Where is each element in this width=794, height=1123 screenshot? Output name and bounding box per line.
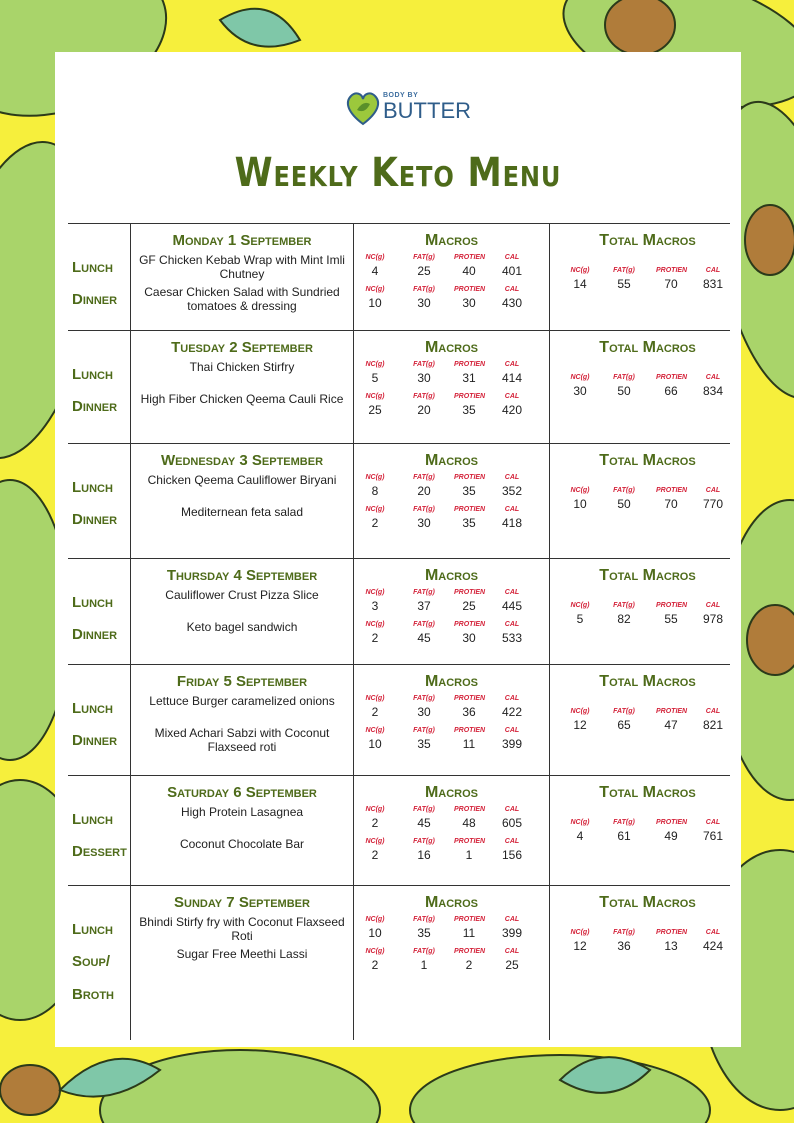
macro-label: NC(g) [365,948,385,955]
macro-label: NC(g) [365,838,385,845]
macro-value: 399 [501,926,523,940]
macro-label: NC(g) [365,695,385,702]
macro-label: CAL [504,589,520,596]
day-title: Sunday 7 September [174,894,310,911]
macro-label: FAT(g) [413,695,435,702]
macro-label: FAT(g) [413,589,435,596]
macro-label: PROTIEN [454,506,486,513]
macro-label: CAL [504,621,520,628]
meal-label: Lunch [72,366,113,383]
macro-value: 2 [465,958,473,972]
macros-heading: Macros [424,673,479,690]
macro-label: NC(g) [365,916,385,923]
total-macro-value: 61 [617,829,631,843]
macro-label: FAT(g) [413,916,435,923]
macro-value: 16 [417,848,431,862]
macro-value: 1 [420,958,428,972]
total-macro-label: FAT(g) [613,708,635,715]
macro-label: CAL [504,506,520,513]
total-macros-heading: Total Macros [599,567,696,584]
total-macro-value: 12 [573,939,587,953]
macro-value: 10 [368,737,382,751]
total-macro-label: PROTIEN [656,929,688,936]
total-macro-value: 55 [664,612,678,626]
row-divider [68,775,730,776]
macro-label: FAT(g) [413,474,435,481]
total-macro-value: 65 [617,718,631,732]
day-title: Thursday 4 September [166,567,318,584]
meal-label: Lunch [72,594,113,611]
total-macro-value: 831 [702,277,724,291]
macro-value: 10 [368,926,382,940]
total-macro-value: 978 [702,612,724,626]
total-macro-value: 47 [664,718,678,732]
total-macros-heading: Total Macros [599,232,696,249]
macro-label: FAT(g) [413,621,435,628]
macro-label: CAL [504,361,520,368]
macros-heading: Macros [424,894,479,911]
macro-label: FAT(g) [413,361,435,368]
macro-value: 605 [501,816,523,830]
macro-label: FAT(g) [413,948,435,955]
day-title: Wednesday 3 September [160,452,324,469]
total-macros-heading: Total Macros [599,784,696,801]
macro-label: PROTIEN [454,474,486,481]
total-macro-label: PROTIEN [656,602,688,609]
macro-value: 30 [462,631,476,645]
macro-value: 35 [417,737,431,751]
meal-label: Dessert [72,843,127,860]
dish-name: Bhindi Stirfy fry with Coconut Flaxseed Roti [139,915,345,943]
meal-label: Dinner [72,511,118,528]
total-macros-heading: Total Macros [599,894,696,911]
total-macro-label: PROTIEN [656,374,688,381]
total-macro-label: FAT(g) [613,819,635,826]
total-macro-label: NC(g) [570,374,590,381]
macro-value: 430 [501,296,523,310]
dish-name: Lettuce Burger caramelized onions [149,694,335,708]
total-macro-label: NC(g) [570,708,590,715]
total-macro-label: NC(g) [570,487,590,494]
macro-value: 2 [371,848,379,862]
macro-label: PROTIEN [454,589,486,596]
page-title: Weekly Keto Menu [234,150,562,196]
macro-label: PROTIEN [454,948,486,955]
total-macro-value: 10 [573,497,587,511]
meal-label: Dinner [72,291,118,308]
macro-label: CAL [504,806,520,813]
row-divider [68,558,730,559]
macro-value: 30 [462,296,476,310]
macro-value: 10 [368,296,382,310]
macro-value: 418 [501,516,523,530]
meal-label: Dinner [72,732,118,749]
macro-label: FAT(g) [413,727,435,734]
macro-label: PROTIEN [454,361,486,368]
macro-value: 48 [462,816,476,830]
total-macro-value: 834 [702,384,724,398]
dish-name: Sugar Free Meethi Lassi [176,947,308,961]
macros-heading: Macros [424,784,479,801]
macro-value: 30 [417,516,431,530]
macro-label: CAL [504,393,520,400]
total-macro-value: 70 [664,277,678,291]
macro-label: CAL [504,286,520,293]
total-macro-value: 66 [664,384,678,398]
macro-value: 422 [501,705,523,719]
dish-name: Caesar Chicken Salad with Sundried tomatoes & dressing [144,285,340,313]
total-macro-label: CAL [705,374,721,381]
total-macro-value: 70 [664,497,678,511]
macro-label: NC(g) [365,393,385,400]
dish-name: Cauliflower Crust Pizza Slice [165,588,319,602]
macro-label: FAT(g) [413,254,435,261]
dish-name: Keto bagel sandwich [186,620,298,634]
macro-value: 2 [371,705,379,719]
dish-name: Thai Chicken Stirfry [189,360,295,374]
macro-value: 20 [417,484,431,498]
day-title: Friday 5 September [176,673,308,690]
dish-name: High Fiber Chicken Qeema Cauli Rice [140,392,344,406]
macro-label: PROTIEN [454,393,486,400]
total-macro-label: CAL [705,602,721,609]
total-macro-label: NC(g) [570,602,590,609]
macros-heading: Macros [424,452,479,469]
macro-value: 8 [371,484,379,498]
dish-name: Mixed Achari Sabzi with Coconut Flaxseed roti [154,726,330,754]
macro-value: 30 [417,296,431,310]
total-macro-label: PROTIEN [656,819,688,826]
brand-logo [343,86,471,130]
meal-label: Lunch [72,700,113,717]
total-macro-label: NC(g) [570,267,590,274]
macro-value: 533 [501,631,523,645]
macro-value: 3 [371,599,379,613]
total-macro-label: FAT(g) [613,267,635,274]
total-macro-value: 36 [617,939,631,953]
macro-value: 414 [501,371,523,385]
macro-label: NC(g) [365,361,385,368]
total-macro-value: 55 [617,277,631,291]
dish-name: GF Chicken Kebab Wrap with Mint Imli Chutney [139,253,345,281]
row-divider [68,443,730,444]
macro-label: PROTIEN [454,727,486,734]
macro-value: 25 [462,599,476,613]
macro-value: 30 [417,705,431,719]
day-title: Saturday 6 September [167,784,317,801]
meal-label: Lunch [72,259,113,276]
total-macro-value: 5 [576,612,584,626]
total-macro-value: 49 [664,829,678,843]
macro-label: FAT(g) [413,286,435,293]
macros-heading: Macros [424,339,479,356]
row-divider [68,664,730,665]
macro-value: 35 [462,516,476,530]
macro-value: 35 [462,403,476,417]
macro-label: CAL [504,727,520,734]
total-macro-label: CAL [705,267,721,274]
macro-value: 401 [501,264,523,278]
macro-label: PROTIEN [454,286,486,293]
macro-label: NC(g) [365,286,385,293]
macro-value: 25 [505,958,519,972]
macro-label: CAL [504,838,520,845]
heart-leaf-icon [343,88,383,128]
macro-label: CAL [504,254,520,261]
total-macro-value: 82 [617,612,631,626]
macro-value: 45 [417,631,431,645]
dish-name: Chicken Qeema Cauliflower Biryani [147,473,337,487]
total-macro-label: NC(g) [570,929,590,936]
total-macro-label: PROTIEN [656,267,688,274]
macro-value: 25 [368,403,382,417]
macro-value: 40 [462,264,476,278]
meal-label: Dinner [72,626,118,643]
dish-name: High Protein Lasagnea [180,805,304,819]
macro-label: NC(g) [365,254,385,261]
macros-heading: Macros [424,232,479,249]
macro-value: 25 [417,264,431,278]
total-macro-value: 50 [617,384,631,398]
brand-small: BODY BY [383,92,419,99]
macro-label: PROTIEN [454,254,486,261]
macro-value: 30 [417,371,431,385]
macro-label: CAL [504,948,520,955]
total-macro-label: FAT(g) [613,929,635,936]
macro-label: NC(g) [365,506,385,513]
total-macro-label: NC(g) [570,819,590,826]
total-macro-value: 14 [573,277,587,291]
total-macro-label: FAT(g) [613,602,635,609]
total-macro-value: 761 [702,829,724,843]
meal-label: Broth [72,986,114,1003]
total-macros-heading: Total Macros [599,673,696,690]
macro-label: NC(g) [365,589,385,596]
total-macro-label: CAL [705,487,721,494]
macro-value: 45 [417,816,431,830]
macro-label: NC(g) [365,621,385,628]
macro-value: 399 [501,737,523,751]
macro-label: FAT(g) [413,806,435,813]
macro-value: 156 [501,848,523,862]
total-macro-label: FAT(g) [613,374,635,381]
dish-name: Mediternean feta salad [180,505,304,519]
total-macro-value: 13 [664,939,678,953]
meal-label: Lunch [72,921,113,938]
row-divider [68,223,730,224]
macros-heading: Macros [424,567,479,584]
macro-label: NC(g) [365,727,385,734]
meal-label: Lunch [72,479,113,496]
brand-big: BUTTER [383,98,471,123]
macro-value: 445 [501,599,523,613]
total-macro-label: CAL [705,929,721,936]
row-divider [68,885,730,886]
total-macros-heading: Total Macros [599,452,696,469]
dish-name: Coconut Chocolate Bar [179,837,305,851]
meal-label: Soup/ [72,953,111,970]
macro-label: CAL [504,916,520,923]
day-title: Monday 1 September [172,232,312,249]
macro-value: 4 [371,264,379,278]
macro-label: CAL [504,695,520,702]
macro-value: 352 [501,484,523,498]
total-macro-value: 12 [573,718,587,732]
row-divider [68,330,730,331]
macro-label: PROTIEN [454,806,486,813]
macro-label: NC(g) [365,474,385,481]
macro-value: 2 [371,631,379,645]
total-macro-label: FAT(g) [613,487,635,494]
total-macro-value: 4 [576,829,584,843]
macro-value: 36 [462,705,476,719]
macro-label: PROTIEN [454,916,486,923]
macro-value: 35 [417,926,431,940]
total-macro-value: 50 [617,497,631,511]
macro-label: PROTIEN [454,838,486,845]
macro-label: CAL [504,474,520,481]
total-macro-value: 424 [702,939,724,953]
macro-value: 20 [417,403,431,417]
macro-label: FAT(g) [413,838,435,845]
meal-label: Lunch [72,811,113,828]
macro-label: PROTIEN [454,695,486,702]
macro-value: 11 [462,737,476,751]
total-macro-label: CAL [705,819,721,826]
macro-label: FAT(g) [413,506,435,513]
total-macro-value: 821 [702,718,724,732]
total-macros-heading: Total Macros [599,339,696,356]
macro-value: 1 [465,848,473,862]
macro-value: 5 [371,371,379,385]
macro-value: 2 [371,516,379,530]
macro-value: 420 [501,403,523,417]
macro-value: 11 [462,926,476,940]
macro-label: NC(g) [365,806,385,813]
macro-value: 31 [462,371,476,385]
macro-value: 35 [462,484,476,498]
total-macro-label: PROTIEN [656,487,688,494]
macro-value: 37 [417,599,431,613]
total-macro-label: PROTIEN [656,708,688,715]
day-title: Tuesday 2 September [171,339,313,356]
macro-value: 2 [371,958,379,972]
total-macro-value: 770 [702,497,724,511]
macro-value: 2 [371,816,379,830]
macro-label: FAT(g) [413,393,435,400]
total-macro-value: 30 [573,384,587,398]
macro-label: PROTIEN [454,621,486,628]
meal-label: Dinner [72,398,118,415]
total-macro-label: CAL [705,708,721,715]
